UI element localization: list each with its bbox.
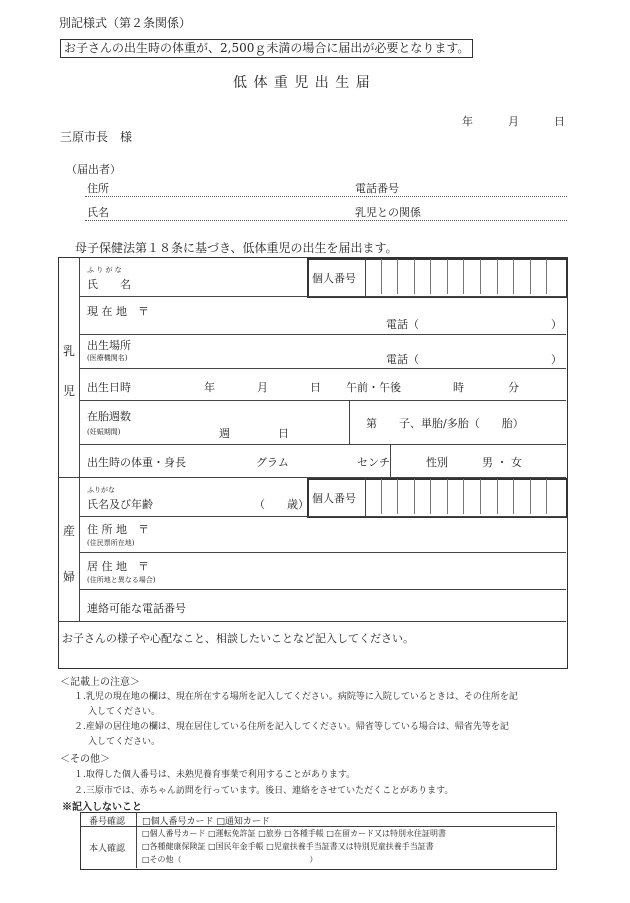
other-2: ２.三原市では、赤ちゃん訪問を行っています。後日、連絡をさせていただくことがあります。 [74,786,454,796]
note-2b: 入してください。 [88,737,161,747]
form-reference: 別記様式（第２条関係） [59,16,192,30]
weight-unit: グラム [256,456,289,469]
infant-phone-label: 電話（ [386,318,419,331]
intro-text: 母子保健法第１８条に基づき、低体重児の出生を届出ます。 [75,241,398,255]
notice-box: お子さんの出生時の体重が、2,500ｇ未満の場合に届出が必要となります。 [60,39,473,58]
other-1: １.取得した個人番号は、未熟児養育事業で利用することがあります。 [74,770,356,780]
free-note-label: お子さんの様子や心配なこと、相談したいことなど記入してください。 [62,632,414,645]
office-row2-label: 本人確認 [89,844,126,854]
mother-residence-label: 居 住 地 〒 [87,560,149,573]
date-month: 月 [508,115,519,128]
mother-address-label: 住 所 地 〒 [87,523,149,536]
notes-heading: ＜記載上の注意＞ [60,677,140,688]
gestation-sub: (妊娠期間) [87,428,121,436]
birthplace-label: 出生場所 [87,339,131,352]
birthdate-label: 出生日時 [87,381,131,394]
applicant-name-label: 氏名 [87,206,109,219]
infant-side-char-1: 乳 [63,344,76,358]
sex-label: 性別 [426,456,448,469]
mother-furigana-label: ふりがな [87,486,115,494]
gestation-week: 週 [219,427,230,440]
office-row2-line1: □個人番号カード □運転免許証 □旅券 □各種手帳 □在留カード又は特別永住証明書 [142,829,446,838]
applicant-address-label: 住所 [87,182,109,195]
do-not-fill-label: ※記入しないこと [62,802,142,813]
applicant-name-line[interactable] [85,220,567,221]
mother-side-char-1: 産 [63,524,76,538]
date-day: 日 [554,115,565,128]
mother-side-char-2: 婦 [63,570,76,584]
mother-mynumber-cells[interactable] [365,479,563,514]
birth-order: 第 子、単胎/多胎（ 胎） [366,417,524,430]
mother-address-sub: (住民票所在地) [87,539,135,547]
office-row2-line3: □その他（ ） [142,855,318,864]
applicant-phone-label: 電話番号 [355,182,399,195]
applicant-address-line[interactable] [85,196,567,197]
birthdate-ampm: 午前・午後 [346,381,401,394]
birthdate-year: 年 [204,381,215,394]
mother-residence-sub: (住所地と異なる場合) [87,576,156,584]
note-2a: ２.産婦の居住地の欄は、現在居住している住所を記入してください。帰省等している場合は、帰省先等を記 [74,722,509,732]
gestation-label: 在胎週数 [87,410,131,423]
applicant-label: （届出者） [66,163,121,176]
office-row2-line2: □各種健康保険証 □国民年金手帳 □児童扶養手当証書又は特別児童扶養手当証書 [142,842,434,851]
office-row1-label: 番号確認 [89,817,126,827]
weight-label: 出生時の体重・身長 [87,456,186,469]
birthplace-sub: (医療機関名) [87,354,128,362]
other-heading: ＜その他＞ [60,754,110,765]
birthplace-phone-label: 電話（ [386,353,419,366]
mother-name-label: 氏名及び年齢 [87,498,153,511]
infant-address-label: 現 在 地 〒 [87,305,149,318]
gestation-day: 日 [278,427,289,440]
form-title: 低 体 重 児 出 生 届 [233,75,371,91]
height-unit: センチ [357,456,390,469]
mother-mynumber-label: 個人番号 [312,492,356,505]
office-row1-content: □個人番号カード □通知カード [142,817,270,827]
infant-name-label: 氏 名 [87,278,131,291]
sex-options: 男 ・ 女 [482,456,522,469]
infant-furigana-label: ふ り が な [87,266,122,274]
mother-age-label: （ 歳） [254,498,309,511]
birthdate-minute: 分 [508,381,519,394]
birthdate-hour: 時 [453,381,464,394]
mother-phone-label: 連絡可能な電話番号 [87,602,186,615]
infant-mynumber-cells[interactable] [365,259,563,294]
applicant-relation-label: 乳児との関係 [355,206,421,219]
birthdate-month: 月 [257,381,268,394]
addressee: 三原市長 様 [60,130,133,144]
infant-phone-close: ） [551,318,562,331]
infant-side-char-2: 児 [63,384,76,398]
note-1a: １.乳児の現在地の欄は、現在所在する場所を記入してください。病院等に入院しているときは、その住所を記 [74,692,518,702]
infant-mynumber-label: 個人番号 [312,272,356,285]
date-year: 年 [462,115,473,128]
note-1b: 入してください。 [88,707,161,717]
birthdate-day: 日 [310,381,321,394]
birthplace-phone-close: ） [551,353,562,366]
